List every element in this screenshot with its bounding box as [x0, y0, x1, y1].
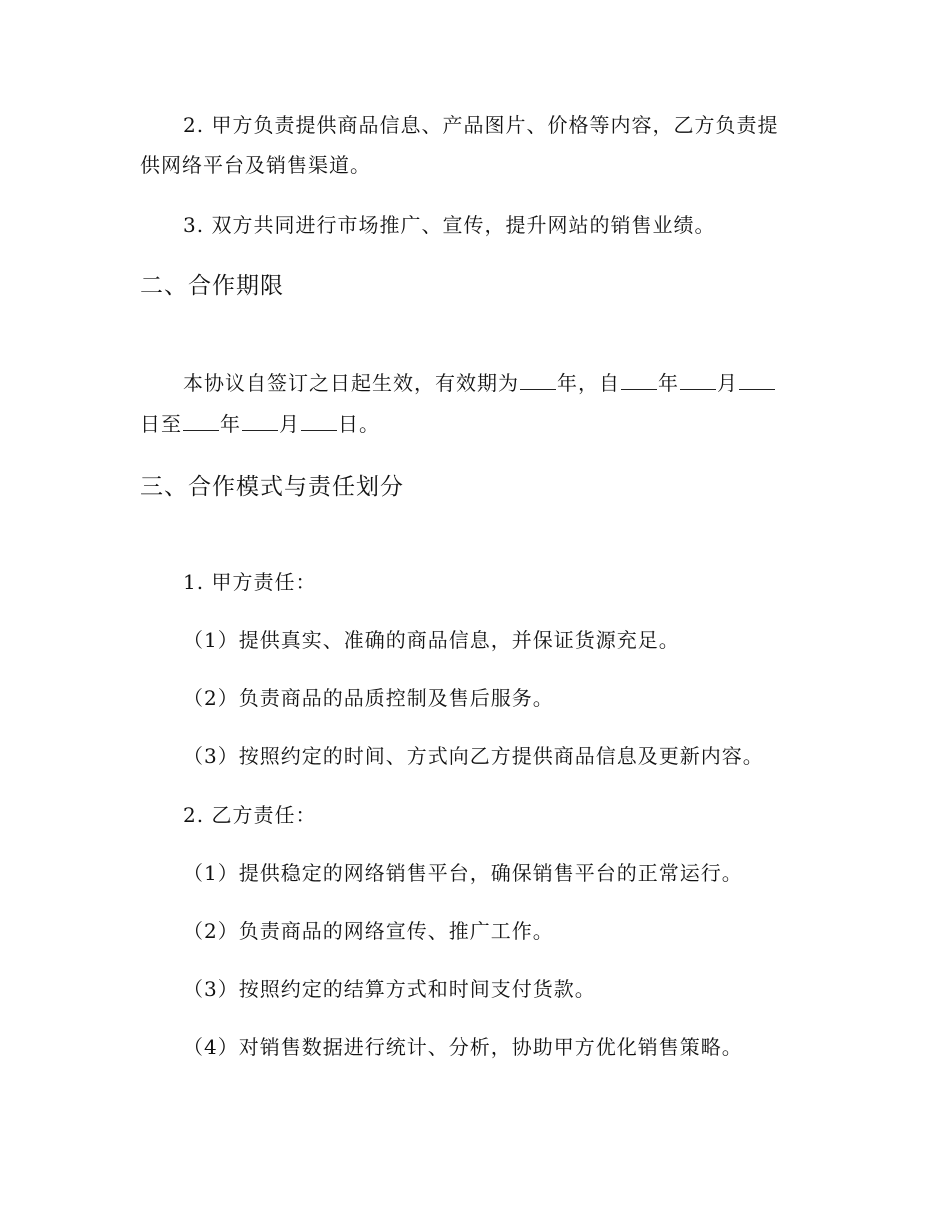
- clause-3: 3. 双方共同进行市场推广、宣传，提升网站的销售业绩。: [183, 213, 716, 237]
- term-text-5: 日至: [140, 412, 182, 436]
- party-a-item: （3）按照约定的时间、方式向乙方提供商品信息及更新内容。: [183, 744, 764, 768]
- section-heading-term: 二、合作期限: [140, 273, 284, 299]
- party-a-title: 1. 甲方责任：: [183, 570, 317, 594]
- blank-field: [301, 412, 337, 431]
- party-b-item: （2）负责商品的网络宣传、推广工作。: [183, 919, 554, 943]
- section-heading-responsibilities: 三、合作模式与责任划分: [140, 474, 404, 500]
- term-line-2: [140, 404, 380, 444]
- blank-field: [242, 412, 278, 431]
- party-a-item: （1）提供真实、准确的商品信息，并保证货源充足。: [183, 628, 680, 652]
- term-text-4: 月: [717, 371, 738, 395]
- clause-2-line-2: 供网络平台及销售渠道。: [140, 153, 371, 177]
- party-b-item: （4）对销售数据进行统计、分析，协助甲方优化销售策略。: [183, 1035, 743, 1059]
- clause-2-line-1: 2. 甲方负责提供商品信息、产品图片、价格等内容，乙方负责提: [183, 113, 779, 137]
- party-b-item: （1）提供稳定的网络销售平台，确保销售平台的正常运行。: [183, 861, 743, 885]
- party-b-item: （3）按照约定的结算方式和时间支付货款。: [183, 977, 596, 1001]
- term-text-1: 本协议自签订之日起生效，有效期为: [183, 371, 519, 395]
- blank-field: [680, 371, 716, 390]
- term-line-1: [183, 363, 776, 403]
- blank-field: [739, 371, 775, 390]
- term-text-2: 年，自: [557, 371, 620, 395]
- blank-field: [183, 412, 219, 431]
- blank-field: [520, 371, 556, 390]
- term-text-8: 日。: [338, 412, 380, 436]
- party-a-item: （2）负责商品的品质控制及售后服务。: [183, 686, 554, 710]
- blank-field: [621, 371, 657, 390]
- party-b-title: 2. 乙方责任：: [183, 803, 317, 827]
- term-text-7: 月: [279, 412, 300, 436]
- term-text-6: 年: [220, 412, 241, 436]
- term-text-3: 年: [658, 371, 679, 395]
